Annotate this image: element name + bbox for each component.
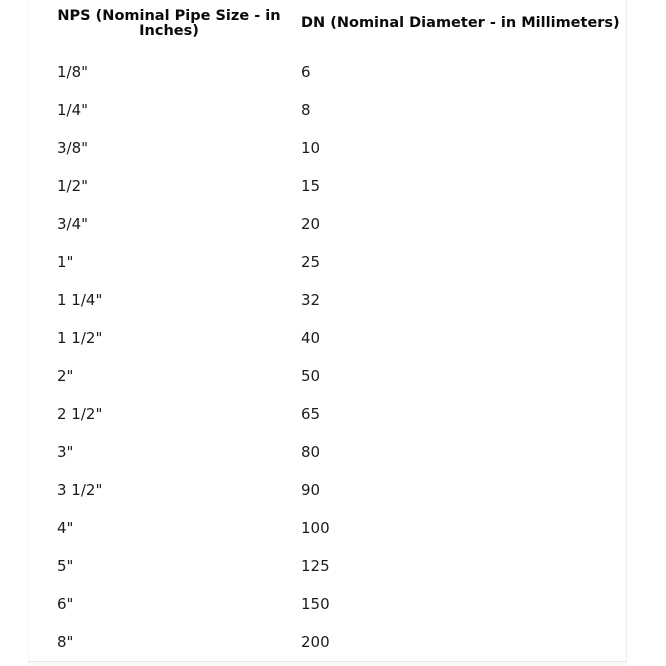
nps-cell: 1 1/4" <box>57 290 103 309</box>
nps-cell: 1/8" <box>57 62 89 81</box>
nps-cell: 8" <box>57 632 74 651</box>
nps-cell: 5" <box>57 556 74 575</box>
nps-cell: 3" <box>57 442 74 461</box>
table-row <box>29 91 626 129</box>
table-row <box>29 205 626 243</box>
table-row <box>29 509 626 547</box>
table-body <box>29 53 626 661</box>
nps-cell: 2 1/2" <box>57 404 103 423</box>
table-row <box>29 547 626 585</box>
dn-column-header: DN (Nominal Diameter - in Millimeters) <box>301 15 620 31</box>
table-row <box>29 585 626 623</box>
pipe-size-conversion-card <box>28 0 627 662</box>
dn-cell: 10 <box>301 138 321 157</box>
table-row <box>29 319 626 357</box>
table-row <box>29 471 626 509</box>
nps-cell: 4" <box>57 518 74 537</box>
table-row <box>29 433 626 471</box>
table-row <box>29 53 626 91</box>
nps-column-header: NPS (Nominal Pipe Size - in Inches) <box>57 7 281 39</box>
dn-cell: 100 <box>301 518 330 537</box>
nps-cell: 1 1/2" <box>57 328 103 347</box>
nps-cell: 3/4" <box>57 214 89 233</box>
dn-cell: 150 <box>301 594 330 613</box>
dn-cell: 20 <box>301 214 321 233</box>
table-row <box>29 129 626 167</box>
dn-cell: 32 <box>301 290 321 309</box>
dn-cell: 90 <box>301 480 321 499</box>
nps-cell: 2" <box>57 366 74 385</box>
nps-cell: 1/4" <box>57 100 89 119</box>
nps-cell: 3 1/2" <box>57 480 103 499</box>
dn-cell: 80 <box>301 442 321 461</box>
dn-cell: 200 <box>301 632 330 651</box>
nps-cell: 1/2" <box>57 176 89 195</box>
nps-cell: 1" <box>57 252 74 271</box>
header-row <box>29 0 626 53</box>
dn-cell: 25 <box>301 252 321 271</box>
dn-cell: 15 <box>301 176 321 195</box>
table-row <box>29 281 626 319</box>
dn-cell: 125 <box>301 556 330 575</box>
table-row <box>29 623 626 661</box>
dn-cell: 50 <box>301 366 321 385</box>
dn-cell: 6 <box>301 62 311 81</box>
table-bottom-strip <box>28 662 627 666</box>
dn-cell: 40 <box>301 328 321 347</box>
table-row <box>29 357 626 395</box>
dn-cell: 65 <box>301 404 321 423</box>
nps-cell: 3/8" <box>57 138 89 157</box>
table-row <box>29 243 626 281</box>
table-header <box>29 0 626 53</box>
pipe-size-conversion-table <box>29 0 626 661</box>
nps-cell: 6" <box>57 594 74 613</box>
dn-cell: 8 <box>301 100 311 119</box>
table-row <box>29 395 626 433</box>
table-row <box>29 167 626 205</box>
